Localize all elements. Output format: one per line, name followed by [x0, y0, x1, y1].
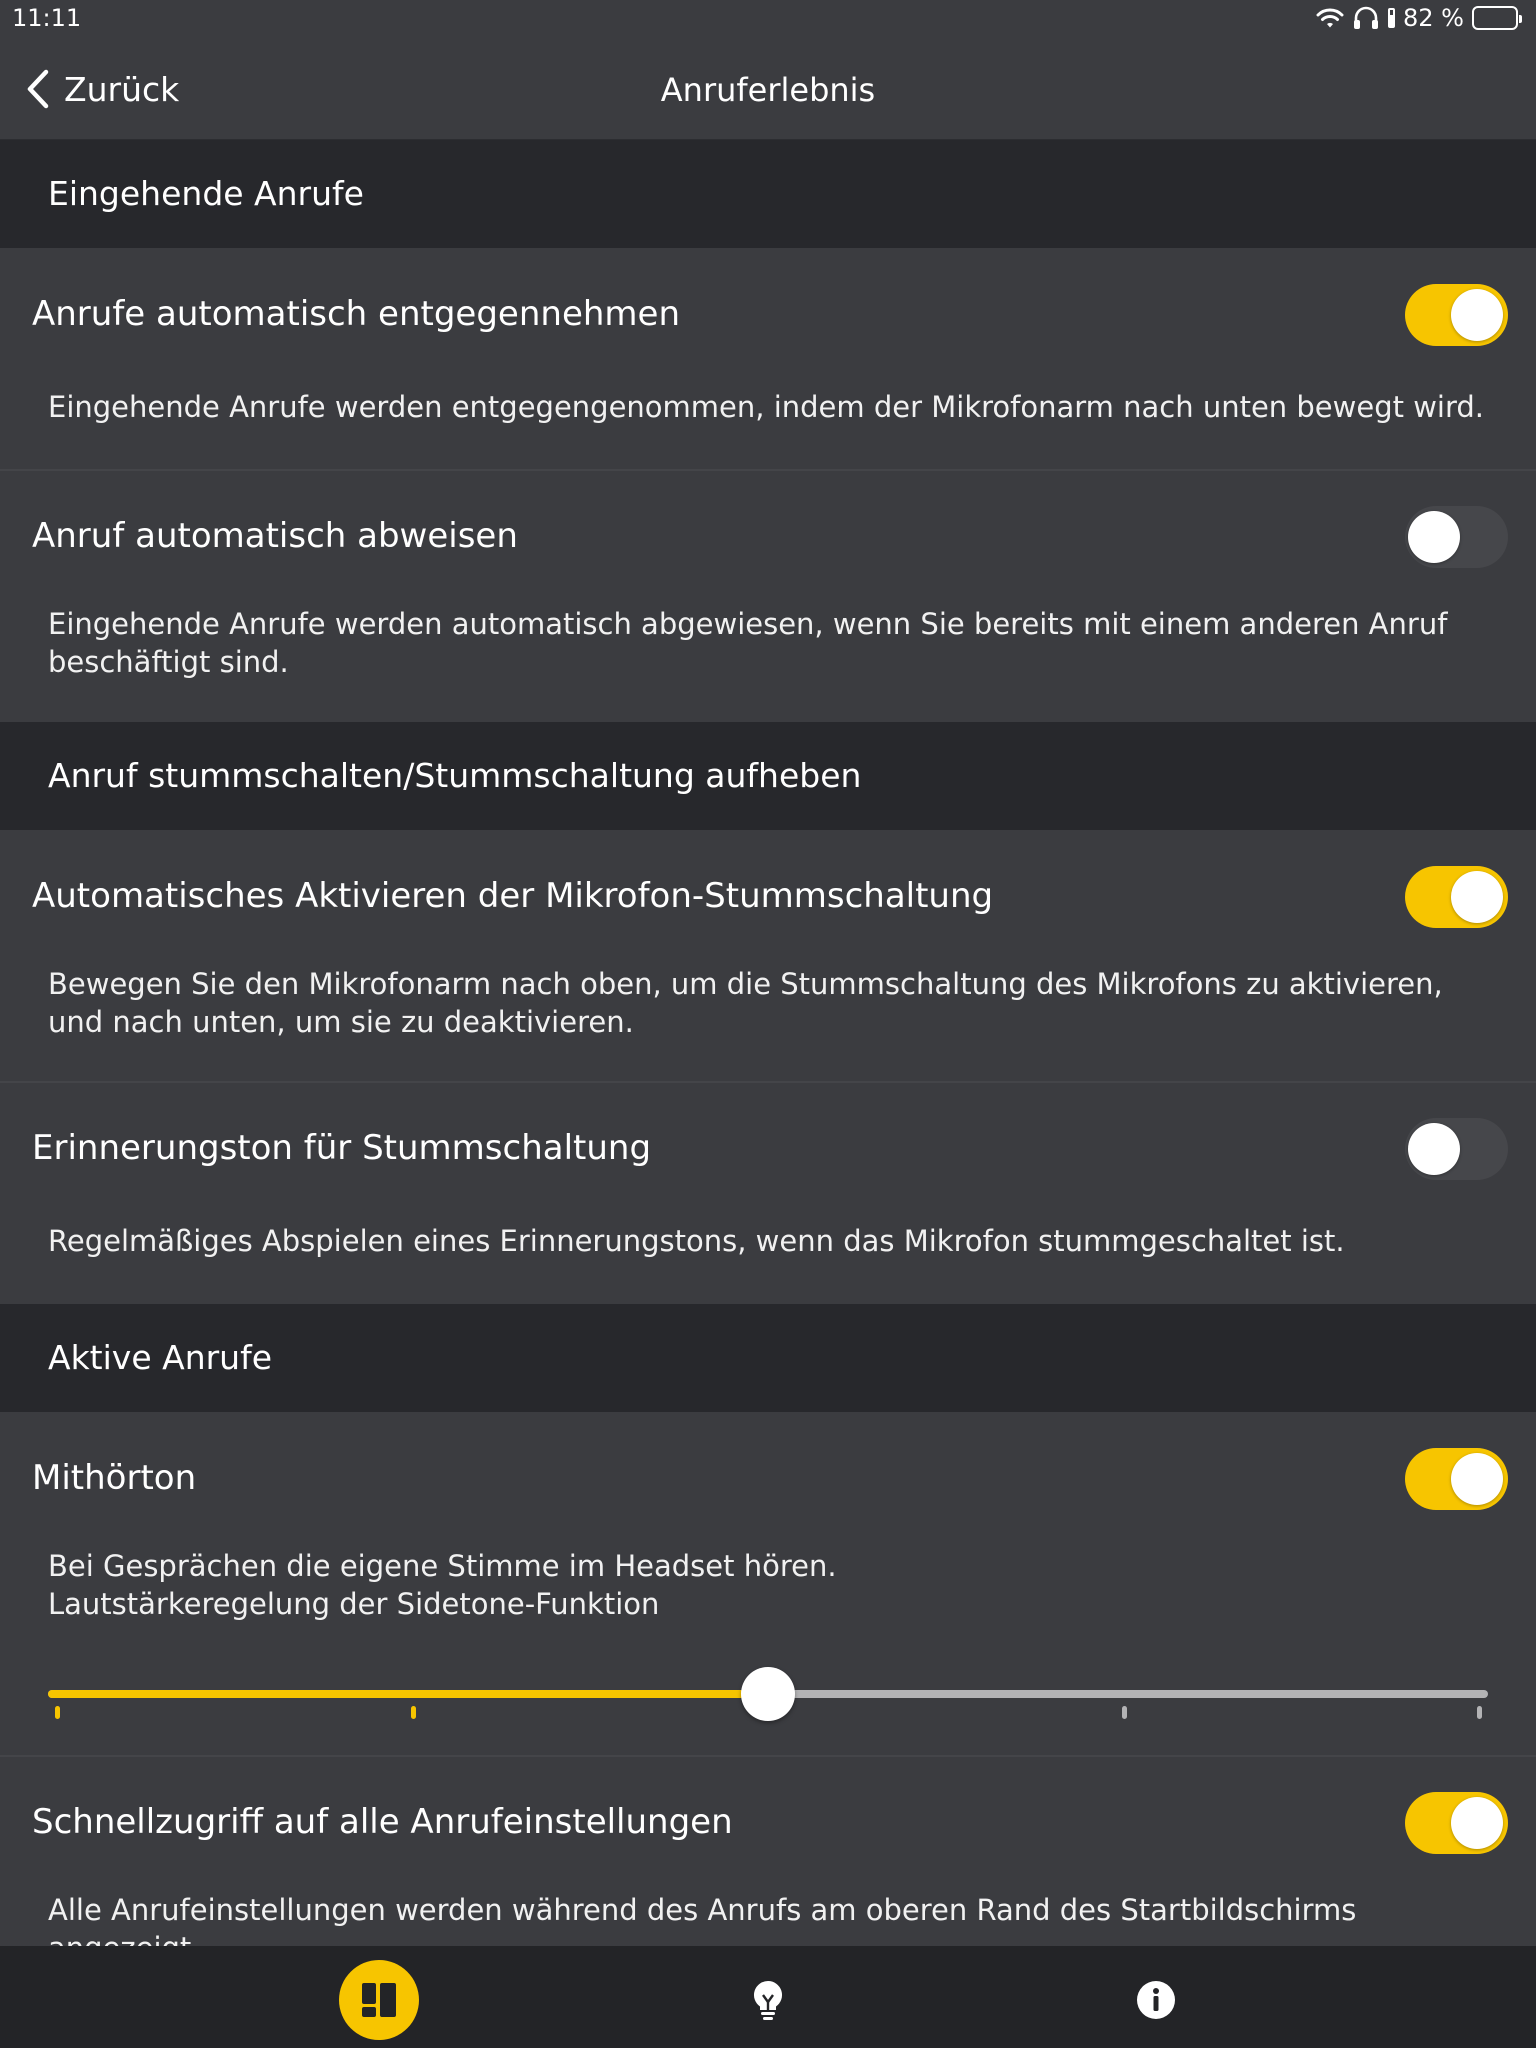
sidetone-volume-label: Lautstärkeregelung der Sidetone-Funktion [48, 1587, 660, 1621]
dashboard-icon [358, 1979, 400, 2021]
auto-mute-description: Bewegen Sie den Mikrofonarm nach oben, um die Stummschaltung des Mikrofons zu aktivieren, und nach unten, um sie zu deaktivieren. [48, 967, 1443, 1039]
slider-tick [1477, 1706, 1482, 1719]
section-title: Aktive Anrufe [48, 1338, 273, 1377]
quick-access-title: Schnellzugriff auf alle Anrufeinstellungen [32, 1802, 733, 1842]
tab-dashboard[interactable] [339, 1960, 419, 2040]
lightbulb-icon [748, 1978, 788, 2022]
section-header-incoming [0, 140, 1536, 248]
auto-answer-title: Anrufe automatisch entgegennehmen [32, 294, 680, 334]
auto-mute-title: Automatisches Aktivieren der Mikrofon-Stummschaltung [32, 876, 994, 916]
slider-tick [411, 1706, 416, 1719]
slider-track-fill [48, 1690, 768, 1698]
auto-answer-description: Eingehende Anrufe werden entgegengenommen, indem der Mikrofonarm nach unten bewegt wird. [48, 390, 1485, 424]
divider [0, 469, 1536, 471]
tab-bar [0, 1946, 1536, 2048]
info-icon [1135, 1979, 1177, 2021]
auto-mute-toggle[interactable] [1405, 866, 1508, 928]
tab-tips[interactable] [728, 1960, 808, 2040]
sidetone-title: Mithörton [32, 1458, 197, 1498]
auto-reject-title: Anruf automatisch abweisen [32, 516, 518, 556]
mute-reminder-title: Erinnerungston für Stummschaltung [32, 1128, 652, 1168]
battery-icon [1472, 6, 1518, 30]
divider [0, 1755, 1536, 1757]
section-title: Anruf stummschalten/Stummschaltung aufheben [48, 756, 862, 795]
wifi-icon [1316, 7, 1344, 29]
slider-tick [1122, 1706, 1127, 1719]
auto-reject-toggle[interactable] [1405, 506, 1508, 568]
mute-reminder-description: Regelmäßiges Abspielen eines Erinnerungstons, wenn das Mikrofon stummgeschaltet ist. [48, 1224, 1345, 1258]
mute-reminder-toggle[interactable] [1405, 1118, 1508, 1180]
quick-access-description: Alle Anrufeinstellungen werden während des Anrufs am oberen Rand des Startbildschirms [48, 1893, 1357, 1927]
headset-battery-icon [1388, 8, 1395, 28]
auto-reject-description: Eingehende Anrufe werden automatisch abgewiesen, wenn Sie bereits mit einem anderen Anruf beschäftigt sind. [48, 607, 1448, 679]
navigation-bar [0, 40, 1536, 140]
sidetone-volume-slider[interactable] [48, 1670, 1488, 1730]
status-bar [0, 0, 1536, 40]
status-indicators [1316, 4, 1518, 32]
tab-info[interactable] [1116, 1960, 1196, 2040]
section-header-active [0, 1304, 1536, 1412]
slider-thumb[interactable] [741, 1667, 795, 1721]
toggle-knob [1408, 1123, 1460, 1175]
divider [0, 1081, 1536, 1083]
section-header-mute [0, 722, 1536, 830]
toggle-knob [1451, 871, 1503, 923]
toggle-knob [1451, 289, 1503, 341]
sidetone-description: Bei Gesprächen die eigene Stimme im Headset hören. [48, 1549, 837, 1583]
quick-access-toggle[interactable] [1405, 1792, 1508, 1854]
battery-percent: 82 % [1403, 4, 1464, 32]
headphones-icon [1352, 6, 1380, 30]
toggle-knob [1451, 1453, 1503, 1505]
slider-tick [55, 1706, 60, 1719]
toggle-knob [1408, 511, 1460, 563]
auto-answer-toggle[interactable] [1405, 284, 1508, 346]
section-title: Eingehende Anrufe [48, 174, 364, 213]
sidetone-toggle[interactable] [1405, 1448, 1508, 1510]
toggle-knob [1451, 1797, 1503, 1849]
page-title: Anruferlebnis [660, 71, 876, 109]
status-time: 11:11 [12, 4, 82, 32]
back-label: Zurück [64, 69, 180, 109]
